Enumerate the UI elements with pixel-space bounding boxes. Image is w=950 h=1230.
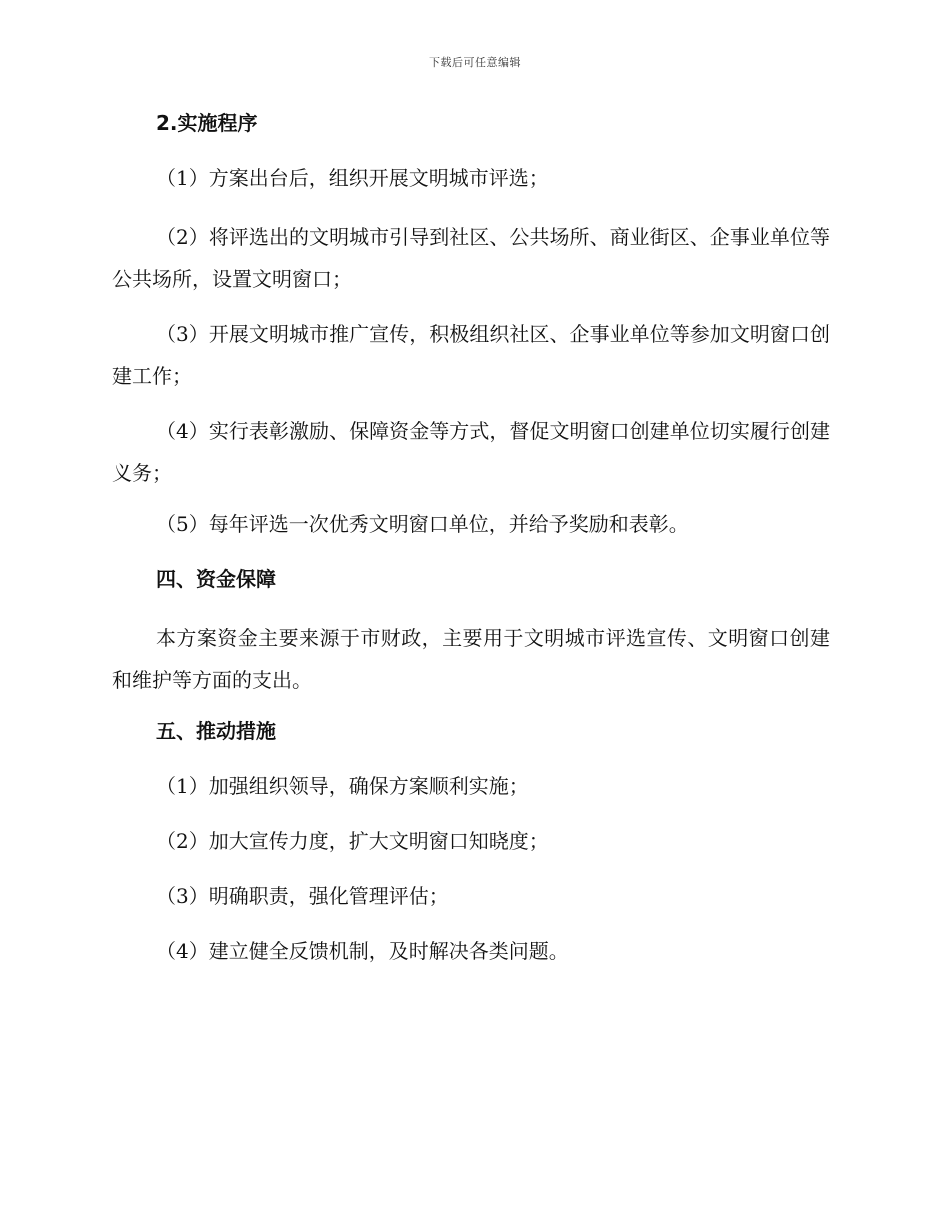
list-item: （2）将评选出的文明城市引导到社区、公共场所、商业街区、企事业单位等公共场所，设置文明窗口； — [112, 225, 830, 291]
list-item: （3）明确职责，强化管理评估； — [156, 884, 449, 908]
page-header: 下载后可任意编辑 — [429, 56, 521, 69]
list-item: （5）每年评选一次优秀文明窗口单位，并给予奖励和表彰。 — [156, 512, 689, 536]
section-heading-implementation: 2.实施程序 — [156, 111, 258, 135]
section-heading-measures: 五、推动措施 — [156, 719, 276, 743]
list-item: （2）加大宣传力度，扩大文明窗口知晓度； — [156, 829, 549, 853]
document-body — [112, 106, 830, 989]
list-item: （3）开展文明城市推广宣传，积极组织社区、企事业单位等参加文明窗口创建工作； — [112, 322, 830, 388]
list-item: （1）加强组织领导，确保方案顺利实施； — [156, 774, 529, 798]
list-item: （4）建立健全反馈机制，及时解决各类问题。 — [156, 939, 569, 963]
list-item: （4）实行表彰激励、保障资金等方式，督促文明窗口创建单位切实履行创建义务； — [112, 419, 830, 485]
section-heading-funding: 四、资金保障 — [156, 567, 276, 591]
body-paragraph: 本方案资金主要来源于市财政，主要用于文明城市评选宣传、文明窗口创建和维护等方面的支出。 — [112, 626, 830, 692]
list-item: （1）方案出台后，组织开展文明城市评选； — [156, 166, 549, 190]
